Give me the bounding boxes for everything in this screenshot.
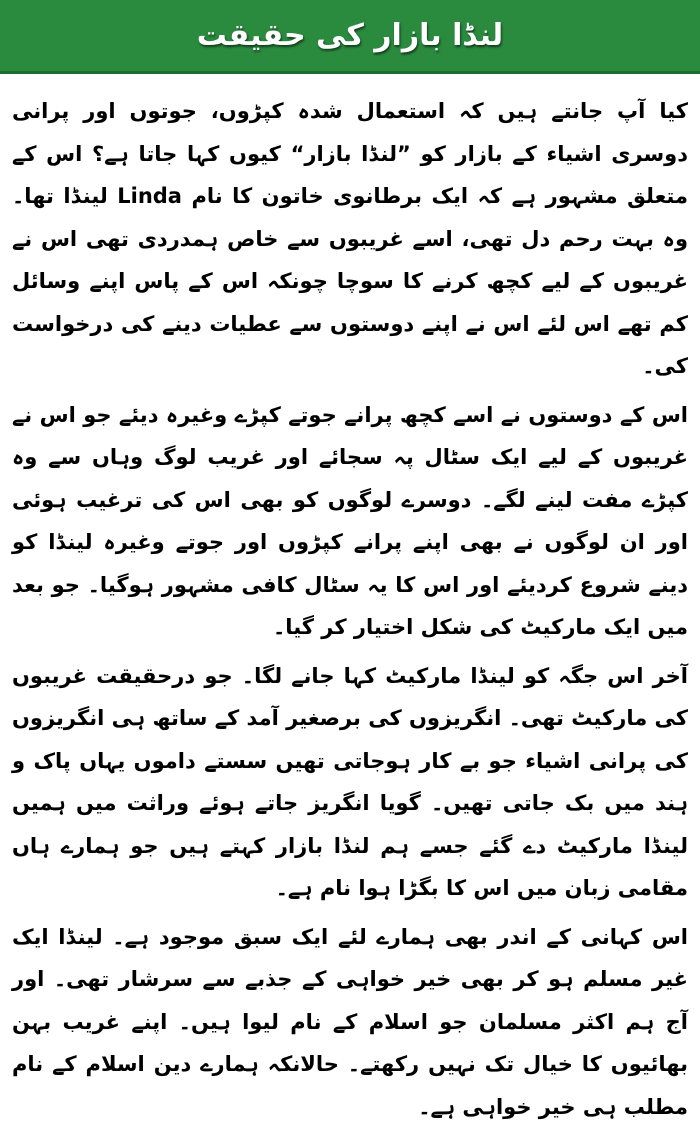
title-banner	[0, 0, 700, 74]
paragraph-3: آخر اس جگہ کو لینڈا مارکیٹ کہا جانے لگا۔ جو درحقیقت غریبوں کی مارکیٹ تھی۔ انگریزوں کی برصغیر آمد کے ساتھ ہی انگریزوں کی پرانی اشیاء جو بے کار ہوجاتی تھیں سستے داموں یہاں پاک و ہند میں بک جاتی تھیں۔ گویا انگریز جاتے ہوئے وراثت میں ہمیں لینڈا مارکیٹ دے گئے جسے ہم لنڈا بازار کہتے ہیں جو ہمارے ہاں مقامی زبان میں اس کا بگڑا ہوا نام ہے۔	[12, 655, 688, 910]
article-body	[0, 74, 700, 1128]
paragraph-2: اس کے دوستوں نے اسے کچھ پرانے جوتے کپڑے وغیرہ دیئے جو اس نے غریبوں کے لیے ایک سٹال پہ سجائے اور غریب لوگ وہاں سے وہ کپڑے مفت لینے لگے۔ دوسرے لوگوں کو بھی اس کی ترغیب ہوئی اور ان لوگوں نے بھی اپنے پرانے کپڑوں اور جوتے وغیرہ لینڈا کو دینے شروع کردیئے اور اس کا یہ سٹال کافی مشہور ہوگیا۔ جو بعد میں ایک مارکیٹ کی شکل اختیار کر گیا۔	[12, 394, 688, 649]
paragraph-4: اس کہانی کے اندر بھی ہمارے لئے ایک سبق موجود ہے۔ لینڈا ایک غیر مسلم ہو کر بھی خیر خواہی کے جذبے سے سرشار تھی۔ اور آج ہم اکثر مسلمان جو اسلام کے نام لیوا ہیں۔ اپنے غریب بہن بھائیوں کا خیال تک نہیں رکھتے۔ حالانکہ ہمارے دین اسلام کے نام مطلب ہی خیر خواہی ہے۔	[12, 916, 688, 1128]
page-title: لنڈا بازار کی حقیقت	[197, 18, 503, 53]
paragraph-1: کیا آپ جانتے ہیں کہ استعمال شدہ کپڑوں، جوتوں اور پرانی دوسری اشیاء کے بازار کو ”لنڈا بازار“ کیوں کہا جاتا ہے؟ اس کے متعلق مشہور ہے کہ ایک برطانوی خاتون کا نام Linda لینڈا تھا۔ وہ بہت رحم دل تھی، اسے غریبوں سے خاص ہمدردی تھی اس نے غریبوں کے لیے کچھ کرنے کا سوچا چونکہ اس کے پاس اپنے وسائل کم تھے اس لئے اس نے اپنے دوستوں سے عطیات دینے کی درخواست کی۔	[12, 90, 688, 388]
